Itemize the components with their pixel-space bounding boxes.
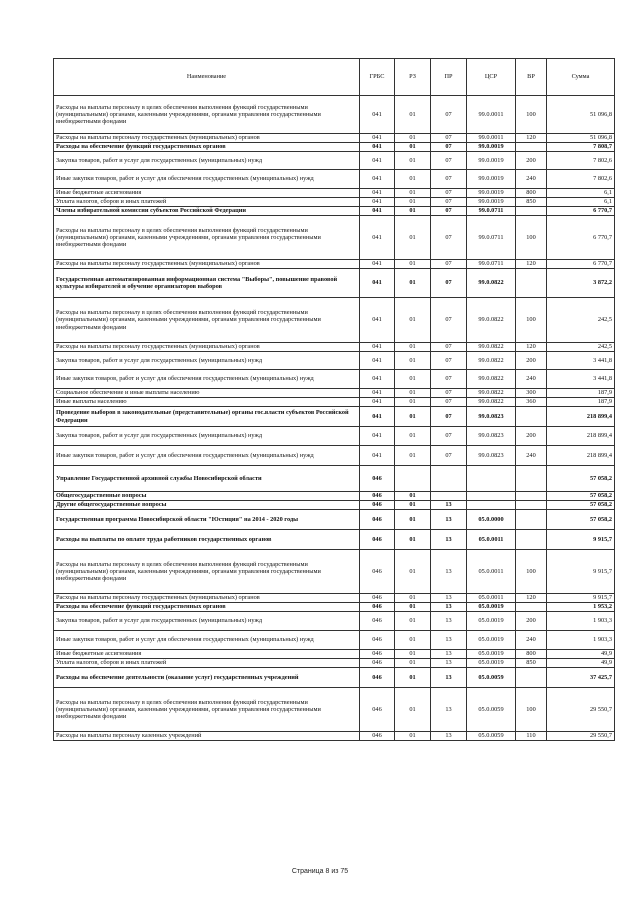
cell-name: Расходы на выплаты по оплате труда работников государственных органов	[54, 530, 360, 550]
table-row	[54, 260, 615, 269]
cell-vr: 200	[516, 427, 547, 446]
cell-sum: 187,9	[547, 389, 615, 398]
cell-rz: 01	[395, 688, 431, 732]
cell-sum: 3 441,8	[547, 370, 615, 389]
cell-vr	[516, 492, 547, 501]
cell-name: Расходы на обеспечение деятельности (оказание услуг) государственных учреждений	[54, 668, 360, 688]
cell-csr: 05.0.0011	[467, 530, 516, 550]
cell-grbs: 041	[360, 143, 395, 152]
cell-sum: 57 058,2	[547, 466, 615, 492]
cell-rz: 01	[395, 370, 431, 389]
cell-name: Управление Государственной архивной службы Новосибирской области	[54, 466, 360, 492]
cell-name: Расходы на выплаты персоналу в целях обеспечения выполнения функций государственными (муниципальными) органами, казенными учреждениями, органами управления государственными внебюджетными фондами	[54, 550, 360, 594]
table-header-row	[54, 59, 615, 96]
cell-sum: 6 770,7	[547, 260, 615, 269]
cell-sum: 6 770,7	[547, 216, 615, 260]
cell-csr: 99.0.0822	[467, 370, 516, 389]
cell-vr	[516, 407, 547, 427]
cell-name: Закупка товаров, работ и услуг для государственных (муниципальных) нужд	[54, 427, 360, 446]
cell-csr: 99.0.0019	[467, 170, 516, 189]
cell-csr: 99.0.0011	[467, 134, 516, 143]
cell-vr	[516, 501, 547, 510]
cell-name: Иные бюджетные ассигнования	[54, 650, 360, 659]
cell-grbs: 041	[360, 96, 395, 134]
cell-grbs: 041	[360, 398, 395, 407]
cell-pr: 07	[431, 389, 467, 398]
budget-table-container	[53, 58, 614, 741]
cell-csr: 99.0.0823	[467, 407, 516, 427]
cell-vr: 100	[516, 216, 547, 260]
cell-rz: 01	[395, 659, 431, 668]
cell-sum: 7 802,6	[547, 152, 615, 170]
table-row	[54, 659, 615, 668]
cell-grbs: 041	[360, 407, 395, 427]
table-row	[54, 446, 615, 466]
cell-grbs: 046	[360, 530, 395, 550]
cell-pr: 07	[431, 170, 467, 189]
cell-vr: 200	[516, 152, 547, 170]
cell-grbs: 046	[360, 612, 395, 631]
cell-vr: 800	[516, 189, 547, 198]
cell-pr: 07	[431, 446, 467, 466]
table-row	[54, 603, 615, 612]
cell-rz: 01	[395, 427, 431, 446]
table-row	[54, 550, 615, 594]
cell-name: Другие общегосударственные вопросы	[54, 501, 360, 510]
header-rz: РЗ	[395, 59, 431, 96]
cell-sum: 51 096,8	[547, 134, 615, 143]
budget-table	[53, 58, 615, 741]
cell-name: Иные закупки товаров, работ и услуг для обеспечения государственных (муниципальных) нужд	[54, 631, 360, 650]
cell-vr	[516, 668, 547, 688]
cell-csr	[467, 466, 516, 492]
cell-rz: 01	[395, 398, 431, 407]
table-row	[54, 510, 615, 530]
cell-name: Иные выплаты населению	[54, 398, 360, 407]
cell-rz: 01	[395, 298, 431, 343]
cell-rz: 01	[395, 198, 431, 207]
cell-sum: 49,9	[547, 659, 615, 668]
cell-grbs: 041	[360, 134, 395, 143]
table-row	[54, 650, 615, 659]
cell-rz: 01	[395, 732, 431, 741]
cell-vr: 100	[516, 96, 547, 134]
cell-vr: 200	[516, 612, 547, 631]
cell-pr: 13	[431, 530, 467, 550]
cell-name: Расходы на выплаты персоналу государственных (муниципальных) органов	[54, 134, 360, 143]
table-row	[54, 152, 615, 170]
cell-sum: 37 425,7	[547, 668, 615, 688]
cell-rz: 01	[395, 650, 431, 659]
cell-csr: 05.0.0019	[467, 659, 516, 668]
cell-name: Государственная программа Новосибирской области "Юстиция" на 2014 - 2020 годы	[54, 510, 360, 530]
cell-rz: 01	[395, 446, 431, 466]
cell-pr: 13	[431, 659, 467, 668]
cell-grbs: 046	[360, 466, 395, 492]
cell-vr: 240	[516, 370, 547, 389]
cell-grbs: 041	[360, 446, 395, 466]
cell-csr: 99.0.0822	[467, 343, 516, 352]
cell-vr	[516, 510, 547, 530]
cell-name: Закупка товаров, работ и услуг для государственных (муниципальных) нужд	[54, 612, 360, 631]
cell-pr: 07	[431, 427, 467, 446]
cell-sum: 9 915,7	[547, 550, 615, 594]
cell-grbs: 046	[360, 688, 395, 732]
cell-csr: 99.0.0822	[467, 269, 516, 298]
table-row	[54, 501, 615, 510]
header-grbs: ГРБС	[360, 59, 395, 96]
cell-vr: 120	[516, 594, 547, 603]
cell-pr: 07	[431, 298, 467, 343]
cell-name: Иные закупки товаров, работ и услуг для обеспечения государственных (муниципальных) нужд	[54, 370, 360, 389]
cell-pr: 07	[431, 134, 467, 143]
cell-grbs: 041	[360, 152, 395, 170]
table-body	[54, 96, 615, 741]
cell-vr: 240	[516, 631, 547, 650]
cell-name: Расходы на обеспечение функций государственных органов	[54, 603, 360, 612]
table-row	[54, 466, 615, 492]
cell-rz: 01	[395, 510, 431, 530]
table-row	[54, 269, 615, 298]
table-row	[54, 612, 615, 631]
cell-vr: 200	[516, 352, 547, 370]
cell-grbs: 041	[360, 260, 395, 269]
cell-sum: 1 953,2	[547, 603, 615, 612]
header-vr: ВР	[516, 59, 547, 96]
table-row	[54, 216, 615, 260]
cell-name: Расходы на выплаты персоналу государственных (муниципальных) органов	[54, 594, 360, 603]
cell-pr	[431, 466, 467, 492]
cell-pr: 07	[431, 189, 467, 198]
table-row	[54, 492, 615, 501]
cell-name: Расходы на выплаты персоналу в целях обеспечения выполнения функций государственными (муниципальными) органами, казенными учреждениями, органами управления государственными внебюджетными фондами	[54, 688, 360, 732]
cell-csr: 05.0.0000	[467, 510, 516, 530]
cell-csr: 99.0.0822	[467, 298, 516, 343]
cell-csr: 99.0.0019	[467, 152, 516, 170]
cell-rz: 01	[395, 612, 431, 631]
cell-rz: 01	[395, 207, 431, 216]
table-row	[54, 389, 615, 398]
cell-grbs: 046	[360, 659, 395, 668]
cell-sum: 9 915,7	[547, 530, 615, 550]
cell-vr: 800	[516, 650, 547, 659]
table-row	[54, 668, 615, 688]
table-row	[54, 732, 615, 741]
cell-name: Закупка товаров, работ и услуг для государственных (муниципальных) нужд	[54, 352, 360, 370]
cell-csr: 99.0.0822	[467, 352, 516, 370]
cell-grbs: 041	[360, 343, 395, 352]
cell-sum: 242,5	[547, 343, 615, 352]
cell-name: Общегосударственные вопросы	[54, 492, 360, 501]
cell-name: Расходы на выплаты персоналу государственных (муниципальных) органов	[54, 343, 360, 352]
cell-vr: 120	[516, 134, 547, 143]
cell-rz: 01	[395, 631, 431, 650]
cell-name: Уплата налогов, сборов и иных платежей	[54, 659, 360, 668]
cell-name: Расходы на обеспечение функций государственных органов	[54, 143, 360, 152]
cell-name: Иные закупки товаров, работ и услуг для обеспечения государственных (муниципальных) нужд	[54, 170, 360, 189]
table-row	[54, 370, 615, 389]
cell-csr: 05.0.0059	[467, 668, 516, 688]
cell-grbs: 046	[360, 603, 395, 612]
cell-name: Расходы на выплаты персоналу в целях обеспечения выполнения функций государственными (муниципальными) органами, казенными учреждениями, органами управления государственными внебюджетными фондами	[54, 298, 360, 343]
cell-rz: 01	[395, 343, 431, 352]
cell-sum: 1 903,3	[547, 631, 615, 650]
cell-pr: 13	[431, 501, 467, 510]
cell-vr	[516, 143, 547, 152]
cell-rz: 01	[395, 189, 431, 198]
table-row	[54, 407, 615, 427]
cell-sum: 6,1	[547, 198, 615, 207]
cell-grbs: 041	[360, 389, 395, 398]
cell-rz: 01	[395, 603, 431, 612]
cell-vr: 300	[516, 389, 547, 398]
cell-vr	[516, 603, 547, 612]
cell-rz: 01	[395, 550, 431, 594]
cell-pr: 07	[431, 343, 467, 352]
table-row	[54, 96, 615, 134]
cell-csr: 99.0.0011	[467, 96, 516, 134]
cell-vr: 850	[516, 198, 547, 207]
cell-sum: 1 903,3	[547, 612, 615, 631]
cell-name: Уплата налогов, сборов и иных платежей	[54, 198, 360, 207]
cell-rz: 01	[395, 96, 431, 134]
cell-pr: 13	[431, 594, 467, 603]
cell-csr: 99.0.0823	[467, 427, 516, 446]
table-row	[54, 143, 615, 152]
cell-pr: 13	[431, 668, 467, 688]
cell-pr: 07	[431, 143, 467, 152]
cell-pr: 07	[431, 96, 467, 134]
cell-grbs: 046	[360, 501, 395, 510]
cell-pr: 13	[431, 550, 467, 594]
table-row	[54, 530, 615, 550]
cell-grbs: 046	[360, 550, 395, 594]
cell-csr	[467, 501, 516, 510]
cell-sum: 29 550,7	[547, 732, 615, 741]
cell-csr: 99.0.0822	[467, 389, 516, 398]
cell-vr: 100	[516, 688, 547, 732]
cell-sum: 29 550,7	[547, 688, 615, 732]
header-name: Наименование	[54, 59, 360, 96]
cell-rz: 01	[395, 352, 431, 370]
table-row	[54, 352, 615, 370]
cell-grbs: 046	[360, 492, 395, 501]
cell-csr: 99.0.0019	[467, 189, 516, 198]
header-csr: ЦСР	[467, 59, 516, 96]
cell-sum: 242,5	[547, 298, 615, 343]
cell-pr: 07	[431, 260, 467, 269]
table-row	[54, 298, 615, 343]
cell-sum: 6 770,7	[547, 207, 615, 216]
cell-csr: 99.0.0019	[467, 198, 516, 207]
cell-grbs: 046	[360, 510, 395, 530]
cell-sum: 218 899,4	[547, 427, 615, 446]
cell-grbs: 041	[360, 370, 395, 389]
cell-grbs: 041	[360, 170, 395, 189]
cell-grbs: 041	[360, 216, 395, 260]
cell-csr	[467, 492, 516, 501]
cell-csr: 99.0.0711	[467, 260, 516, 269]
table-row	[54, 594, 615, 603]
cell-vr: 360	[516, 398, 547, 407]
cell-rz: 01	[395, 152, 431, 170]
cell-vr: 850	[516, 659, 547, 668]
cell-sum: 7 808,7	[547, 143, 615, 152]
cell-pr: 13	[431, 510, 467, 530]
cell-sum: 218 899,4	[547, 446, 615, 466]
cell-vr	[516, 269, 547, 298]
cell-csr: 99.0.0822	[467, 398, 516, 407]
cell-vr: 110	[516, 732, 547, 741]
cell-grbs: 046	[360, 668, 395, 688]
cell-csr: 05.0.0019	[467, 612, 516, 631]
table-row	[54, 170, 615, 189]
cell-rz: 01	[395, 143, 431, 152]
header-pr: ПР	[431, 59, 467, 96]
table-row	[54, 343, 615, 352]
cell-rz: 01	[395, 216, 431, 260]
cell-pr: 13	[431, 631, 467, 650]
cell-grbs: 041	[360, 198, 395, 207]
cell-name: Расходы на выплаты персоналу казенных учреждений	[54, 732, 360, 741]
cell-name: Государственная автоматизированная информационная система "Выборы", повышение правовой культуры избирателей и обучение организаторов выборов	[54, 269, 360, 298]
table-row	[54, 189, 615, 198]
cell-pr: 13	[431, 603, 467, 612]
cell-grbs: 041	[360, 427, 395, 446]
cell-sum: 9 915,7	[547, 594, 615, 603]
cell-name: Иные закупки товаров, работ и услуг для обеспечения государственных (муниципальных) нужд	[54, 446, 360, 466]
cell-rz	[395, 466, 431, 492]
cell-pr: 07	[431, 198, 467, 207]
cell-grbs: 041	[360, 207, 395, 216]
cell-grbs: 046	[360, 594, 395, 603]
cell-pr: 07	[431, 370, 467, 389]
cell-rz: 01	[395, 501, 431, 510]
cell-rz: 01	[395, 492, 431, 501]
cell-vr: 100	[516, 298, 547, 343]
cell-pr: 13	[431, 650, 467, 659]
cell-grbs: 041	[360, 352, 395, 370]
cell-rz: 01	[395, 170, 431, 189]
cell-pr: 13	[431, 732, 467, 741]
cell-pr: 07	[431, 269, 467, 298]
cell-name: Расходы на выплаты персоналу в целях обеспечения выполнения функций государственными (муниципальными) органами, казенными учреждениями, органами управления государственными внебюджетными фондами	[54, 96, 360, 134]
cell-name: Члены избирательной комиссии субъектов Российской Федерации	[54, 207, 360, 216]
cell-pr: 07	[431, 398, 467, 407]
cell-vr	[516, 466, 547, 492]
table-row	[54, 427, 615, 446]
cell-grbs: 046	[360, 631, 395, 650]
cell-name: Проведение выборов в законодательные (представительные) органы гос.власти субъектов Российской Федерации	[54, 407, 360, 427]
cell-vr: 120	[516, 343, 547, 352]
cell-rz: 01	[395, 389, 431, 398]
cell-sum: 49,9	[547, 650, 615, 659]
cell-name: Расходы на выплаты персоналу государственных (муниципальных) органов	[54, 260, 360, 269]
cell-pr	[431, 492, 467, 501]
cell-csr: 05.0.0059	[467, 688, 516, 732]
cell-vr: 240	[516, 170, 547, 189]
cell-vr	[516, 530, 547, 550]
cell-vr: 100	[516, 550, 547, 594]
cell-csr: 05.0.0011	[467, 594, 516, 603]
page-number: Страница 8 из 75	[291, 868, 349, 875]
cell-sum: 218 899,4	[547, 407, 615, 427]
cell-pr: 07	[431, 352, 467, 370]
cell-rz: 01	[395, 594, 431, 603]
cell-rz: 01	[395, 260, 431, 269]
cell-sum: 187,9	[547, 398, 615, 407]
cell-csr: 99.0.0019	[467, 143, 516, 152]
cell-grbs: 046	[360, 732, 395, 741]
cell-name: Расходы на выплаты персоналу в целях обеспечения выполнения функций государственными (муниципальными) органами, казенными учреждениями, органами управления государственными внебюджетными фондами	[54, 216, 360, 260]
cell-rz: 01	[395, 668, 431, 688]
cell-csr: 99.0.0711	[467, 216, 516, 260]
cell-csr: 05.0.0019	[467, 631, 516, 650]
cell-csr: 99.0.0823	[467, 446, 516, 466]
cell-sum: 3 441,8	[547, 352, 615, 370]
header-sum: Сумма	[547, 59, 615, 96]
table-row	[54, 688, 615, 732]
cell-pr: 07	[431, 407, 467, 427]
cell-rz: 01	[395, 407, 431, 427]
table-row	[54, 398, 615, 407]
cell-grbs: 046	[360, 650, 395, 659]
cell-csr: 05.0.0019	[467, 603, 516, 612]
cell-sum: 57 058,2	[547, 492, 615, 501]
table-row	[54, 198, 615, 207]
cell-csr: 05.0.0019	[467, 650, 516, 659]
cell-sum: 51 096,8	[547, 96, 615, 134]
cell-name: Иные бюджетные ассигнования	[54, 189, 360, 198]
cell-pr: 13	[431, 612, 467, 631]
cell-vr: 240	[516, 446, 547, 466]
cell-pr: 07	[431, 207, 467, 216]
cell-sum: 57 058,2	[547, 501, 615, 510]
cell-rz: 01	[395, 134, 431, 143]
cell-pr: 13	[431, 688, 467, 732]
cell-name: Социальное обеспечение и иные выплаты населению	[54, 389, 360, 398]
cell-csr: 05.0.0011	[467, 550, 516, 594]
cell-sum: 57 058,2	[547, 510, 615, 530]
cell-pr: 07	[431, 152, 467, 170]
cell-csr: 99.0.0711	[467, 207, 516, 216]
cell-grbs: 041	[360, 189, 395, 198]
cell-name: Закупка товаров, работ и услуг для государственных (муниципальных) нужд	[54, 152, 360, 170]
cell-grbs: 041	[360, 298, 395, 343]
cell-sum: 7 802,6	[547, 170, 615, 189]
cell-sum: 6,1	[547, 189, 615, 198]
cell-csr: 05.0.0059	[467, 732, 516, 741]
cell-rz: 01	[395, 269, 431, 298]
cell-pr: 07	[431, 216, 467, 260]
cell-vr	[516, 207, 547, 216]
table-row	[54, 207, 615, 216]
table-row	[54, 631, 615, 650]
cell-grbs: 041	[360, 269, 395, 298]
table-row	[54, 134, 615, 143]
cell-sum: 3 872,2	[547, 269, 615, 298]
cell-vr: 120	[516, 260, 547, 269]
cell-rz: 01	[395, 530, 431, 550]
